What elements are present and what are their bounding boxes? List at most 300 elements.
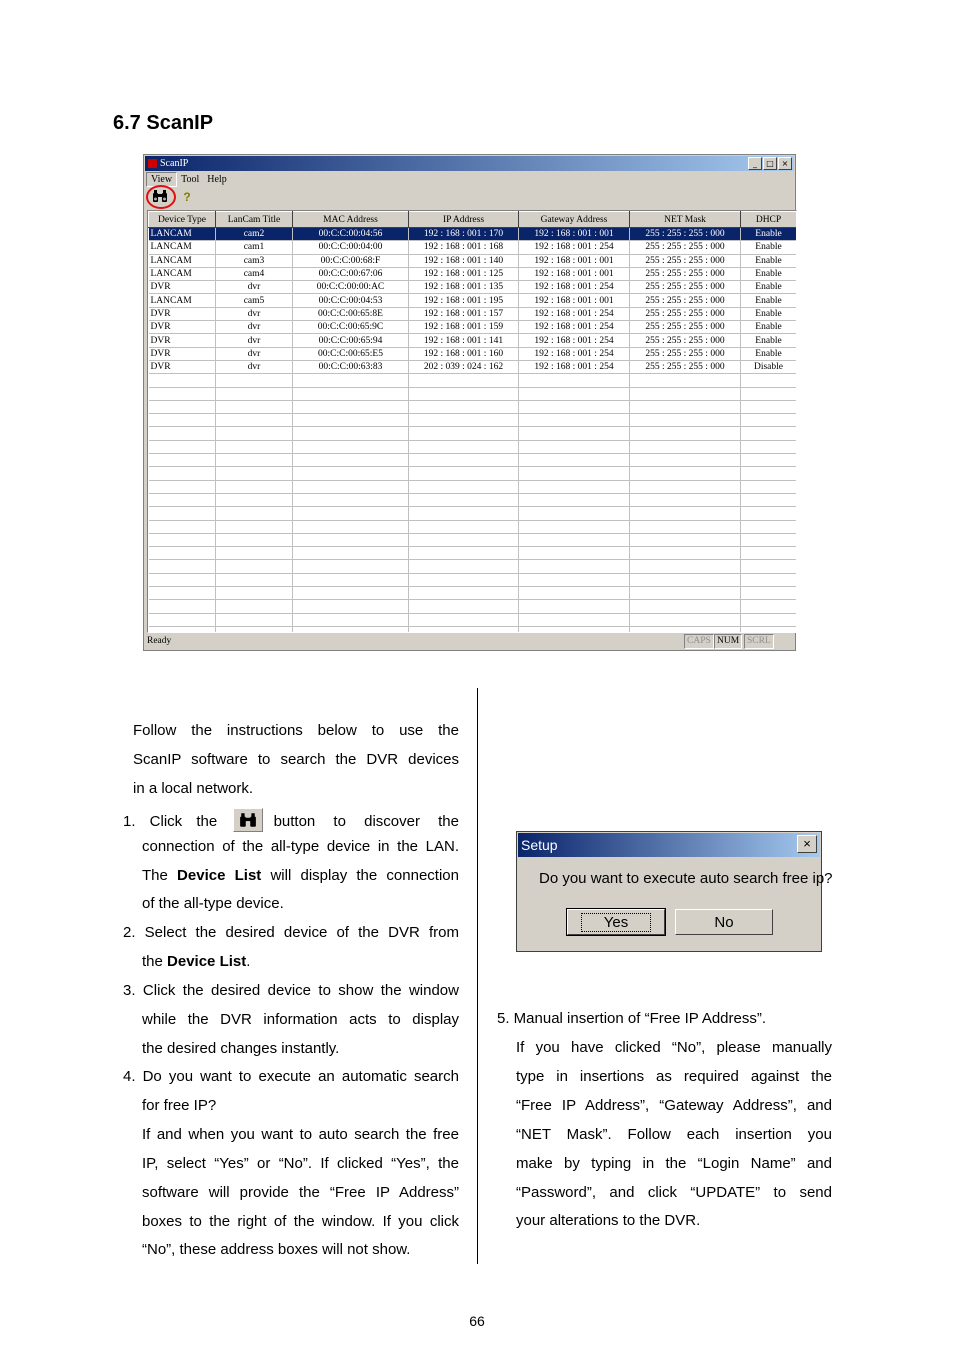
table-cell — [630, 507, 741, 520]
table-cell — [293, 427, 409, 440]
device-list — [147, 210, 797, 633]
table-row[interactable] — [149, 360, 797, 373]
table-cell — [409, 613, 519, 626]
table-cell — [519, 440, 630, 453]
table-cell — [741, 493, 797, 506]
table-cell: 255 : 255 : 255 : 000 — [630, 267, 741, 280]
table-cell: 255 : 255 : 255 : 000 — [630, 254, 741, 267]
table-cell — [409, 480, 519, 493]
table-cell — [741, 520, 797, 533]
step1-post: button to discover the — [273, 813, 459, 830]
table-cell: dvr — [216, 334, 293, 347]
table-cell: cam5 — [216, 294, 293, 307]
table-cell: 00:C:C:00:67:06 — [293, 267, 409, 280]
table-cell — [630, 573, 741, 586]
col-gateway-address[interactable]: Gateway Address — [519, 212, 630, 228]
intro-line: in a local network. — [133, 780, 254, 797]
table-row[interactable] — [149, 254, 797, 267]
dialog-close-button[interactable]: × — [797, 835, 817, 853]
table-cell: 255 : 255 : 255 : 000 — [630, 321, 741, 334]
table-cell — [630, 387, 741, 400]
table-cell: 192 : 168 : 001 : 001 — [519, 228, 630, 241]
table-cell: 00:C:C:00:04:53 — [293, 294, 409, 307]
dialog-message: Do you want to execute auto search free ip? — [539, 870, 833, 887]
table-cell — [741, 573, 797, 586]
table-cell — [409, 560, 519, 573]
table-cell — [216, 440, 293, 453]
status-bar — [146, 634, 793, 649]
table-cell: 255 : 255 : 255 : 000 — [630, 281, 741, 294]
table-cell — [149, 573, 216, 586]
table-cell — [216, 400, 293, 413]
table-cell: 192 : 168 : 001 : 254 — [519, 321, 630, 334]
table-cell — [519, 626, 630, 633]
table-row[interactable] — [149, 228, 797, 241]
table-cell — [630, 613, 741, 626]
table-cell — [409, 467, 519, 480]
table-cell — [409, 600, 519, 613]
step5-line: “NET Mask”. Follow each insertion you — [516, 1126, 832, 1143]
table-cell: Disable — [741, 360, 797, 373]
table-cell: 00:C:C:00:65:E5 — [293, 347, 409, 360]
table-cell — [519, 454, 630, 467]
step4-line: “No”, these address boxes will not show. — [142, 1241, 411, 1258]
table-cell: 202 : 039 : 024 : 162 — [409, 360, 519, 373]
section-heading: 6.7 ScanIP — [113, 112, 214, 134]
table-cell — [741, 507, 797, 520]
col-mac-address[interactable]: MAC Address — [293, 212, 409, 228]
table-cell — [741, 427, 797, 440]
table-cell — [409, 507, 519, 520]
table-cell: LANCAM — [149, 241, 216, 254]
table-cell — [630, 414, 741, 427]
caps-indicator: CAPS — [684, 634, 714, 649]
intro-line: Follow the instructions below to use the — [133, 722, 459, 739]
maximize-button[interactable]: □ — [763, 157, 777, 170]
table-cell: cam4 — [216, 267, 293, 280]
table-cell — [519, 480, 630, 493]
table-cell — [630, 454, 741, 467]
table-cell — [630, 520, 741, 533]
table-cell: 00:C:C:00:65:94 — [293, 334, 409, 347]
table-cell: 192 : 168 : 001 : 135 — [409, 281, 519, 294]
status-text: Ready — [147, 636, 172, 646]
table-cell — [149, 493, 216, 506]
toolbar — [146, 188, 793, 208]
table-cell: Enable — [741, 321, 797, 334]
table-cell — [630, 427, 741, 440]
table-cell — [149, 454, 216, 467]
table-cell — [293, 600, 409, 613]
table-cell — [741, 454, 797, 467]
table-cell — [741, 560, 797, 573]
help-icon[interactable]: ? — [183, 190, 191, 204]
scanip-window — [143, 154, 796, 651]
col-ip-address[interactable]: IP Address — [409, 212, 519, 228]
table-cell — [216, 414, 293, 427]
table-cell — [216, 454, 293, 467]
intro-line: ScanIP software to search the DVR devices — [133, 751, 459, 768]
table-cell: 255 : 255 : 255 : 000 — [630, 241, 741, 254]
menu-view[interactable]: View — [146, 172, 177, 187]
table-cell — [149, 467, 216, 480]
table-cell — [519, 414, 630, 427]
table-cell — [216, 587, 293, 600]
table-row[interactable] — [149, 307, 797, 320]
table-cell — [741, 626, 797, 633]
scrl-indicator: SCRL — [744, 634, 774, 649]
table-cell — [149, 400, 216, 413]
table-cell — [409, 547, 519, 560]
table-cell — [630, 600, 741, 613]
table-cell — [630, 374, 741, 387]
empty-table-row — [149, 480, 797, 493]
table-cell — [519, 600, 630, 613]
step1-pre: 1. Click the — [123, 813, 218, 830]
table-cell: DVR — [149, 307, 216, 320]
table-cell — [293, 440, 409, 453]
close-button[interactable]: × — [778, 157, 792, 170]
table-cell — [741, 547, 797, 560]
table-cell: dvr — [216, 307, 293, 320]
table-cell: 192 : 168 : 001 : 141 — [409, 334, 519, 347]
table-cell — [293, 547, 409, 560]
step5-line: type in insertions as required against the — [516, 1068, 832, 1085]
menu-help[interactable]: Help — [207, 174, 227, 185]
table-cell: DVR — [149, 321, 216, 334]
table-row[interactable] — [149, 281, 797, 294]
table-cell — [630, 587, 741, 600]
empty-table-row — [149, 613, 797, 626]
table-cell: cam1 — [216, 241, 293, 254]
step5-line: “Password”, and click “UPDATE” to send — [516, 1184, 832, 1201]
table-cell — [409, 374, 519, 387]
table-cell — [149, 547, 216, 560]
table-cell — [409, 493, 519, 506]
table-row[interactable] — [149, 241, 797, 254]
table-cell: 192 : 168 : 001 : 001 — [519, 294, 630, 307]
table-cell — [519, 520, 630, 533]
table-cell: Enable — [741, 347, 797, 360]
table-cell — [409, 587, 519, 600]
table-cell — [149, 387, 216, 400]
step2-line: the Device List. — [142, 953, 251, 970]
table-cell — [519, 547, 630, 560]
table-cell: 255 : 255 : 255 : 000 — [630, 307, 741, 320]
table-cell — [149, 560, 216, 573]
table-cell — [293, 493, 409, 506]
window-title: ScanIP — [160, 158, 189, 169]
table-cell — [519, 587, 630, 600]
table-cell — [149, 507, 216, 520]
table-cell — [741, 533, 797, 546]
step4-line: software will provide the “Free IP Address” — [142, 1184, 459, 1201]
no-button[interactable]: No — [675, 909, 773, 935]
step4-line: for free IP? — [142, 1097, 217, 1114]
table-cell: 00:C:C:00:63:83 — [293, 360, 409, 373]
table-cell — [519, 387, 630, 400]
dialog-title: Setup — [518, 833, 820, 857]
table-cell: 192 : 168 : 001 : 001 — [519, 254, 630, 267]
table-cell — [741, 414, 797, 427]
table-cell: LANCAM — [149, 254, 216, 267]
empty-table-row — [149, 493, 797, 506]
table-cell — [293, 454, 409, 467]
table-cell: dvr — [216, 347, 293, 360]
table-cell: DVR — [149, 281, 216, 294]
table-cell — [741, 387, 797, 400]
table-cell: dvr — [216, 360, 293, 373]
table-cell: Enable — [741, 228, 797, 241]
col-dhcp[interactable]: DHCP — [741, 212, 797, 228]
empty-table-row — [149, 573, 797, 586]
step2-line: 2. Select the desired device of the DVR from — [123, 924, 459, 941]
table-cell — [216, 600, 293, 613]
table-cell: Enable — [741, 294, 797, 307]
table-cell — [630, 533, 741, 546]
step1-line: The Device List will display the connection — [142, 867, 459, 884]
step1-line: of the all-type device. — [142, 895, 284, 912]
empty-table-row — [149, 533, 797, 546]
table-cell: 192 : 168 : 001 : 170 — [409, 228, 519, 241]
table-cell — [519, 467, 630, 480]
table-cell: 192 : 168 : 001 : 140 — [409, 254, 519, 267]
table-cell — [293, 560, 409, 573]
table-cell — [630, 626, 741, 633]
table-cell — [741, 467, 797, 480]
table-cell — [293, 387, 409, 400]
table-cell: Enable — [741, 281, 797, 294]
table-cell: 255 : 255 : 255 : 000 — [630, 228, 741, 241]
table-cell: 192 : 168 : 001 : 157 — [409, 307, 519, 320]
table-row[interactable] — [149, 334, 797, 347]
device-table — [148, 211, 797, 633]
table-cell — [216, 480, 293, 493]
table-cell — [216, 387, 293, 400]
empty-table-row — [149, 454, 797, 467]
empty-table-row — [149, 374, 797, 387]
table-cell — [293, 374, 409, 387]
table-cell: Enable — [741, 241, 797, 254]
table-cell: 192 : 168 : 001 : 254 — [519, 334, 630, 347]
step4-line: 4. Do you want to execute an automatic search — [123, 1068, 459, 1085]
table-cell — [149, 626, 216, 633]
col-lancam-title[interactable]: LanCam Title — [216, 212, 293, 228]
table-cell — [216, 507, 293, 520]
table-cell: 255 : 255 : 255 : 000 — [630, 334, 741, 347]
table-cell — [630, 547, 741, 560]
table-cell — [216, 520, 293, 533]
table-cell — [149, 520, 216, 533]
table-cell — [216, 467, 293, 480]
table-cell — [293, 573, 409, 586]
table-cell — [293, 587, 409, 600]
table-row[interactable] — [149, 294, 797, 307]
table-cell — [741, 374, 797, 387]
empty-table-row — [149, 507, 797, 520]
table-cell — [519, 573, 630, 586]
table-cell: DVR — [149, 334, 216, 347]
empty-table-row — [149, 587, 797, 600]
table-cell: LANCAM — [149, 228, 216, 241]
table-cell — [519, 374, 630, 387]
table-cell: 255 : 255 : 255 : 000 — [630, 347, 741, 360]
table-cell — [741, 587, 797, 600]
table-cell — [630, 440, 741, 453]
table-cell: DVR — [149, 360, 216, 373]
table-cell: 192 : 168 : 001 : 254 — [519, 360, 630, 373]
table-cell: 192 : 168 : 001 : 160 — [409, 347, 519, 360]
table-row[interactable] — [149, 267, 797, 280]
menu-tool[interactable]: Tool — [181, 174, 200, 185]
table-cell — [409, 387, 519, 400]
table-cell — [293, 520, 409, 533]
step4-line: If and when you want to auto search the free — [142, 1126, 459, 1143]
table-cell: 192 : 168 : 001 : 254 — [519, 281, 630, 294]
table-cell: 192 : 168 : 001 : 001 — [519, 267, 630, 280]
empty-table-row — [149, 440, 797, 453]
table-row[interactable] — [149, 347, 797, 360]
table-cell — [216, 560, 293, 573]
table-cell: LANCAM — [149, 294, 216, 307]
table-row[interactable] — [149, 321, 797, 334]
table-cell — [149, 613, 216, 626]
table-cell — [293, 613, 409, 626]
empty-table-row — [149, 547, 797, 560]
table-cell: cam3 — [216, 254, 293, 267]
column-divider — [477, 688, 478, 1264]
table-cell: Enable — [741, 267, 797, 280]
table-cell — [149, 587, 216, 600]
empty-table-row — [149, 520, 797, 533]
table-cell — [630, 560, 741, 573]
empty-table-row — [149, 560, 797, 573]
table-cell — [409, 573, 519, 586]
table-cell — [293, 480, 409, 493]
table-cell — [741, 600, 797, 613]
app-icon — [148, 159, 157, 168]
table-cell: 192 : 168 : 001 : 254 — [519, 347, 630, 360]
setup-dialog — [516, 831, 833, 952]
table-cell: 192 : 168 : 001 : 168 — [409, 241, 519, 254]
step5-line: If you have clicked “No”, please manually — [516, 1039, 832, 1056]
table-cell — [519, 560, 630, 573]
table-cell — [519, 427, 630, 440]
table-cell — [216, 427, 293, 440]
table-cell — [149, 533, 216, 546]
table-cell: 00:C:C:00:04:00 — [293, 241, 409, 254]
table-cell: 00:C:C:00:04:56 — [293, 228, 409, 241]
table-cell: Enable — [741, 307, 797, 320]
step5-line: “Free IP Address”, “Gateway Address”, and — [516, 1097, 832, 1114]
table-cell — [519, 400, 630, 413]
table-cell — [216, 533, 293, 546]
table-cell — [630, 467, 741, 480]
step4-line: IP, select “Yes” or “No”. If clicked “Yes”, the — [142, 1155, 459, 1172]
empty-table-row — [149, 400, 797, 413]
table-cell: dvr — [216, 321, 293, 334]
col-net-mask[interactable]: NET Mask — [630, 212, 741, 228]
step4-line: boxes to the right of the window. If you click — [142, 1213, 459, 1230]
table-cell — [293, 626, 409, 633]
table-cell: 255 : 255 : 255 : 000 — [630, 294, 741, 307]
table-cell: Enable — [741, 254, 797, 267]
table-cell: 00:C:C:00:65:8E — [293, 307, 409, 320]
binoculars-icon[interactable] — [152, 189, 168, 205]
table-cell — [409, 520, 519, 533]
num-indicator: NUM — [714, 634, 742, 649]
table-cell — [149, 600, 216, 613]
step3-line: the desired changes instantly. — [142, 1040, 340, 1057]
step3-line: while the DVR information acts to display — [142, 1011, 459, 1028]
table-cell — [741, 613, 797, 626]
step1-line: connection of the all-type device in the LAN. — [142, 838, 459, 855]
table-cell: DVR — [149, 347, 216, 360]
table-cell — [630, 400, 741, 413]
table-cell: 255 : 255 : 255 : 000 — [630, 360, 741, 373]
yes-button[interactable]: Yes — [567, 909, 665, 935]
table-cell: cam2 — [216, 228, 293, 241]
table-cell — [630, 480, 741, 493]
table-cell — [293, 400, 409, 413]
table-cell: LANCAM — [149, 267, 216, 280]
binoculars-button-icon — [233, 808, 263, 832]
table-cell — [216, 613, 293, 626]
table-cell — [293, 533, 409, 546]
empty-table-row — [149, 600, 797, 613]
table-cell — [409, 400, 519, 413]
table-cell: 192 : 168 : 001 : 125 — [409, 267, 519, 280]
step5-line: make by typing in the “Login Name” and — [516, 1155, 832, 1172]
table-cell — [216, 374, 293, 387]
table-cell — [519, 493, 630, 506]
table-cell — [409, 533, 519, 546]
table-cell — [216, 493, 293, 506]
step5-line: 5. Manual insertion of “Free IP Address”. — [497, 1010, 767, 1027]
step3-line: 3. Click the desired device to show the window — [123, 982, 459, 999]
table-cell — [741, 400, 797, 413]
empty-table-row — [149, 626, 797, 633]
table-cell — [409, 427, 519, 440]
table-cell — [519, 533, 630, 546]
page-number: 66 — [469, 1313, 485, 1329]
table-cell — [149, 440, 216, 453]
table-cell — [741, 480, 797, 493]
empty-table-row — [149, 414, 797, 427]
table-cell — [293, 467, 409, 480]
table-cell: 00:C:C:00:00:AC — [293, 281, 409, 294]
table-cell: 192 : 168 : 001 : 254 — [519, 241, 630, 254]
table-cell — [216, 573, 293, 586]
empty-table-row — [149, 427, 797, 440]
table-cell — [149, 414, 216, 427]
col-device-type[interactable]: Device Type — [149, 212, 216, 228]
table-cell — [519, 613, 630, 626]
table-cell — [216, 626, 293, 633]
minimize-button[interactable]: _ — [748, 157, 762, 170]
table-cell — [293, 414, 409, 427]
table-cell: 192 : 168 : 001 : 254 — [519, 307, 630, 320]
table-cell — [149, 374, 216, 387]
title-bar — [145, 156, 794, 171]
table-cell — [409, 440, 519, 453]
table-cell — [519, 507, 630, 520]
step5-line: your alterations to the DVR. — [516, 1212, 701, 1229]
table-cell: 00:C:C:00:65:9C — [293, 321, 409, 334]
table-cell — [409, 414, 519, 427]
table-cell — [409, 454, 519, 467]
table-cell — [630, 493, 741, 506]
